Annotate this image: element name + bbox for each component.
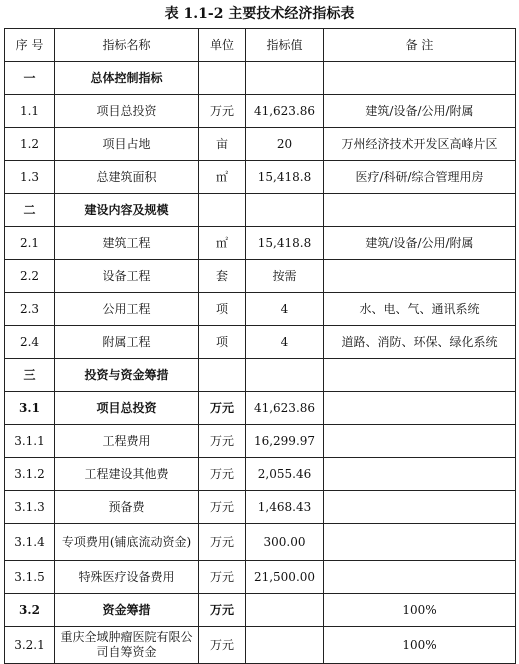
row-name: 投资与资金筹措 (55, 359, 199, 392)
row-seq: 1.1 (5, 95, 55, 128)
row-name: 建筑工程 (55, 227, 199, 260)
row-remark (324, 359, 516, 392)
row-remark: 万州经济技术开发区高峰片区 (324, 128, 516, 161)
table-title: 表 1.1-2 主要技术经济指标表 (164, 6, 355, 22)
table-row (5, 326, 516, 359)
row-unit: 万元 (199, 627, 246, 664)
row-name: 设备工程 (55, 260, 199, 293)
row-seq: 2.4 (5, 326, 55, 359)
row-unit: 万元 (199, 425, 246, 458)
table-row (5, 293, 516, 326)
row-value (246, 62, 324, 95)
row-unit: 万元 (199, 392, 246, 425)
row-value: 41,623.86 (246, 392, 324, 425)
table-row (5, 458, 516, 491)
row-remark (324, 260, 516, 293)
table-row (5, 161, 516, 194)
header-value: 指标值 (246, 29, 324, 62)
row-value: 4 (246, 293, 324, 326)
row-remark: 建筑/设备/公用/附属 (324, 227, 516, 260)
header-name: 指标名称 (55, 29, 199, 62)
row-remark (324, 524, 516, 561)
row-name: 重庆全域肿瘤医院有限公司自筹资金 (55, 627, 199, 664)
row-unit: 项 (199, 326, 246, 359)
table-row (5, 260, 516, 293)
row-seq: 1.3 (5, 161, 55, 194)
row-unit: 项 (199, 293, 246, 326)
row-remark: 道路、消防、环保、绿化系统 (324, 326, 516, 359)
row-remark (324, 491, 516, 524)
table-row (5, 227, 516, 260)
row-value: 16,299.97 (246, 425, 324, 458)
row-value: 按需 (246, 260, 324, 293)
row-value: 15,418.8 (246, 161, 324, 194)
row-remark: 水、电、气、通讯系统 (324, 293, 516, 326)
row-seq: 2.2 (5, 260, 55, 293)
table-row (5, 425, 516, 458)
row-name: 特殊医疗设备费用 (55, 561, 199, 594)
header-remark: 备 注 (324, 29, 516, 62)
row-remark (324, 194, 516, 227)
table-row (5, 359, 516, 392)
row-name: 建设内容及规模 (55, 194, 199, 227)
row-seq: 3.1.4 (5, 524, 55, 561)
row-name: 资金筹措 (55, 594, 199, 627)
row-seq: 三 (5, 359, 55, 392)
row-value (246, 594, 324, 627)
row-unit: 万元 (199, 491, 246, 524)
row-unit (199, 194, 246, 227)
row-unit (199, 359, 246, 392)
row-name: 工程费用 (55, 425, 199, 458)
row-name: 总建筑面积 (55, 161, 199, 194)
header-row (5, 29, 516, 62)
row-value: 1,468.43 (246, 491, 324, 524)
row-unit: 万元 (199, 594, 246, 627)
row-seq: 一 (5, 62, 55, 95)
header-seq: 序 号 (5, 29, 55, 62)
row-value: 4 (246, 326, 324, 359)
row-unit: 万元 (199, 95, 246, 128)
row-unit: 万元 (199, 524, 246, 561)
row-unit: 套 (199, 260, 246, 293)
table-row (5, 392, 516, 425)
row-remark (324, 392, 516, 425)
table-row (5, 524, 516, 561)
row-remark (324, 425, 516, 458)
table-row (5, 561, 516, 594)
row-unit: ㎡ (199, 227, 246, 260)
row-seq: 3.1.5 (5, 561, 55, 594)
row-seq: 2.3 (5, 293, 55, 326)
row-seq: 3.1.1 (5, 425, 55, 458)
row-name: 总体控制指标 (55, 62, 199, 95)
row-unit (199, 62, 246, 95)
table-row (5, 594, 516, 627)
row-seq: 3.1 (5, 392, 55, 425)
row-remark: 100% (324, 594, 516, 627)
row-unit: 万元 (199, 561, 246, 594)
row-value: 2,055.46 (246, 458, 324, 491)
row-name: 附属工程 (55, 326, 199, 359)
table-row (5, 128, 516, 161)
table-row (5, 62, 516, 95)
row-name: 专项费用(铺底流动资金) (55, 524, 199, 561)
row-name: 工程建设其他费 (55, 458, 199, 491)
row-seq: 3.2 (5, 594, 55, 627)
row-value: 21,500.00 (246, 561, 324, 594)
row-seq: 二 (5, 194, 55, 227)
row-remark: 建筑/设备/公用/附属 (324, 95, 516, 128)
row-seq: 2.1 (5, 227, 55, 260)
row-name: 公用工程 (55, 293, 199, 326)
table-row (5, 194, 516, 227)
row-seq: 3.2.1 (5, 627, 55, 664)
row-unit: ㎡ (199, 161, 246, 194)
table-row (5, 491, 516, 524)
row-unit: 亩 (199, 128, 246, 161)
row-value (246, 359, 324, 392)
row-value: 300.00 (246, 524, 324, 561)
row-name: 项目总投资 (55, 95, 199, 128)
row-remark: 医疗/科研/综合管理用房 (324, 161, 516, 194)
row-value: 15,418.8 (246, 227, 324, 260)
header-unit: 单位 (199, 29, 246, 62)
row-remark (324, 561, 516, 594)
row-name: 预备费 (55, 491, 199, 524)
table-row (5, 95, 516, 128)
row-value (246, 194, 324, 227)
row-value: 20 (246, 128, 324, 161)
row-name: 项目总投资 (55, 392, 199, 425)
row-seq: 3.1.3 (5, 491, 55, 524)
row-name: 项目占地 (55, 128, 199, 161)
row-remark (324, 62, 516, 95)
row-value: 41,623.86 (246, 95, 324, 128)
row-seq: 1.2 (5, 128, 55, 161)
row-seq: 3.1.2 (5, 458, 55, 491)
row-remark: 100% (324, 627, 516, 664)
indicator-table (4, 28, 516, 664)
row-unit: 万元 (199, 458, 246, 491)
row-remark (324, 458, 516, 491)
